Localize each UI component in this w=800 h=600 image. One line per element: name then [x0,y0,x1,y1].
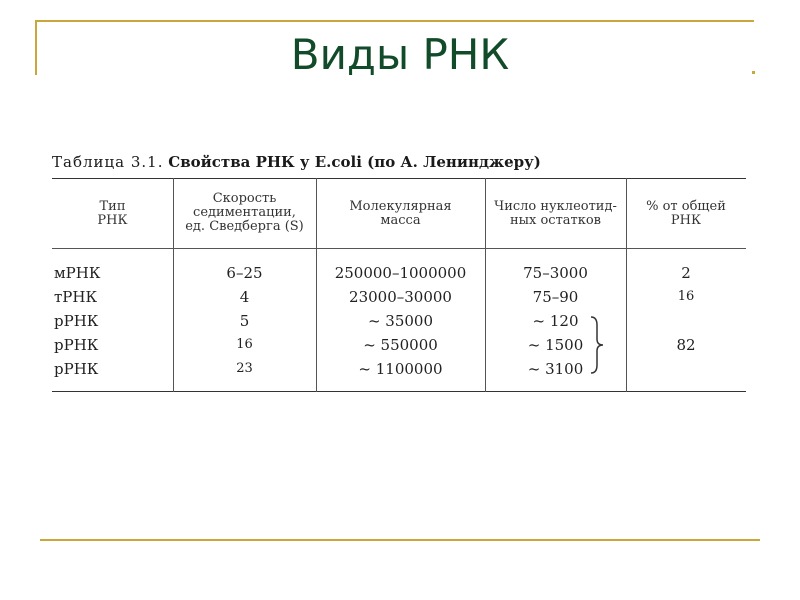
header-rna-type: Тип РНК [97,199,128,228]
cell-mass: ~ 1100000 [358,360,443,378]
table-bottom-rule [52,391,746,392]
table-row [52,286,746,310]
cell-type: рРНК [54,360,99,378]
frame-bottom-line [40,539,760,541]
cell-mass: ~ 550000 [363,336,438,354]
table-header-rule [52,248,746,249]
cell-sedimentation: 6–25 [226,264,263,282]
header-percent-total: % от общей РНК [646,199,726,228]
frame-top-line [35,20,754,22]
cell-mass: 250000–1000000 [334,264,467,282]
header-molecular-mass: Молекулярная масса [349,199,452,228]
table-row [52,310,746,334]
cell-sedimentation: 5 [239,312,250,330]
table-top-rule [52,178,746,179]
cell-percent: 16 [677,289,695,304]
table-caption-text: Свойства РНК у E.coli (по А. Ленинджеру) [168,153,541,171]
table-caption [52,153,541,171]
cell-type: тРНК [54,288,98,306]
cell-type: рРНК [54,312,99,330]
header-sedimentation: Скорость седиментации, ед. Сведберга (S) [185,191,304,234]
cell-sedimentation: 4 [239,288,250,306]
curly-brace-icon [588,315,606,375]
cell-sedimentation: 16 [236,337,253,352]
cell-nucleotides: ~ 3100 [527,360,584,378]
slide-title: Виды РНК [290,30,510,79]
table-caption-number: Таблица 3.1. [52,153,164,171]
cell-nucleotides: ~ 1500 [527,336,584,354]
cell-mass: 23000–30000 [349,288,452,306]
table-row [52,262,746,286]
cell-percent: 2 [681,264,691,282]
table-row [52,358,746,382]
header-nucleotide-count: Число нуклеотид- ных остатков [494,199,617,228]
cell-nucleotides: ~ 120 [532,312,579,330]
cell-type: мРНК [54,264,101,282]
cell-nucleotides: 75–90 [532,288,579,306]
rna-properties-table [52,178,746,392]
cell-type: рРНК [54,336,99,354]
rrna-total-percent: 82 [676,336,696,354]
cell-sedimentation: 23 [236,361,253,376]
cell-mass: ~ 35000 [367,312,434,330]
cell-nucleotides: 75–3000 [523,264,588,282]
